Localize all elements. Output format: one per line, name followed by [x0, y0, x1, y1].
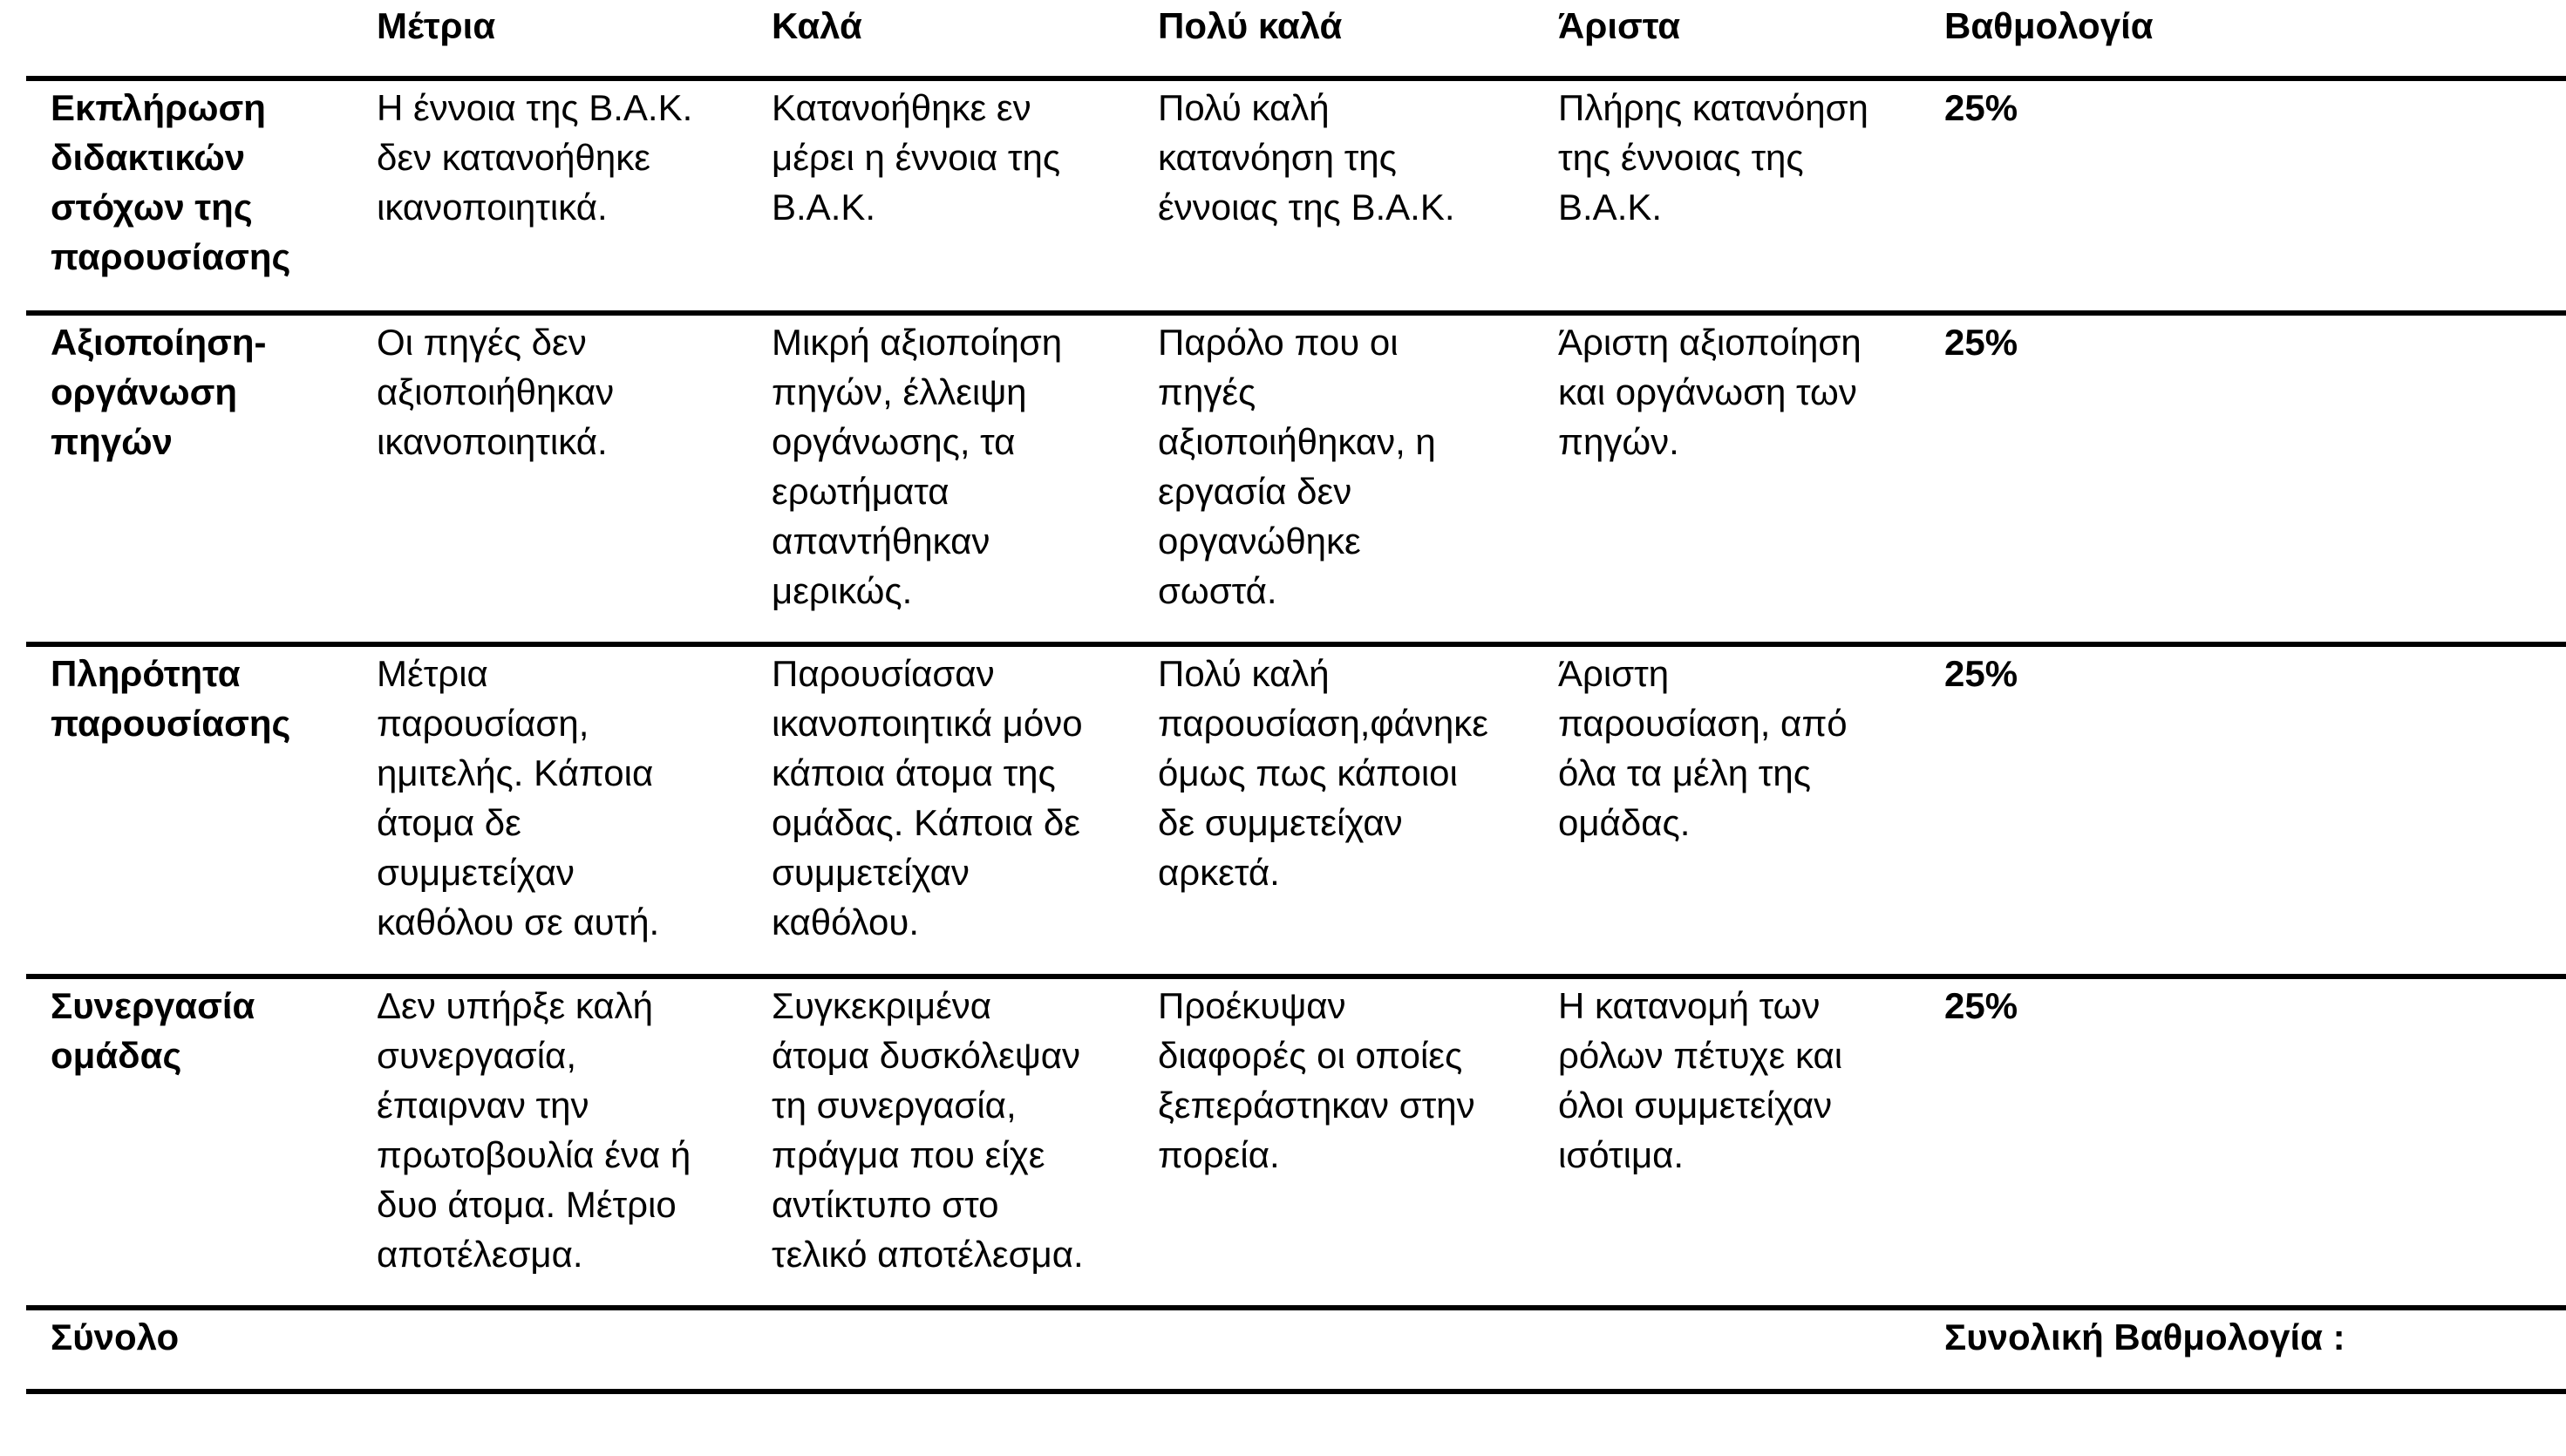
table-bottom-border: [26, 1389, 2566, 1394]
total-score-label: Συνολική Βαθμολογία :: [1944, 1317, 2345, 1357]
header-level-excellent: Άριστα: [1558, 5, 1681, 46]
criterion-label: Πληρότητα παρουσίασης: [51, 653, 291, 744]
row-divider: [26, 974, 2566, 979]
row-divider: [26, 310, 2566, 316]
weight-value: 25%: [1944, 322, 2018, 363]
level-fair-text: Μέτρια παρουσίαση, ημιτελής. Κάποια άτομα δε συμμετείχαν καθόλου σε αυτή.: [377, 653, 660, 942]
criterion-label: Αξιοποίηση- οργάνωση πηγών: [51, 322, 267, 462]
header-level-fair: Μέτρια: [377, 5, 496, 46]
header-level-good: Καλά: [772, 5, 862, 46]
weight-value: 25%: [1944, 87, 2018, 128]
level-very-good-text: Παρόλο που οι πηγές αξιοποιήθηκαν, η εργασία δεν οργανώθηκε σωστά.: [1158, 322, 1436, 611]
level-good-text: Κατανοήθηκε εν μέρει η έννοια της Β.Α.Κ.: [772, 87, 1061, 228]
row-divider: [26, 642, 2566, 647]
level-fair-text: Η έννοια της Β.Α.Κ. δεν κατανοήθηκε ικανοποιητικά.: [377, 87, 693, 228]
level-very-good-text: Πολύ καλή κατανόηση της έννοιας της Β.Α.Κ.: [1158, 87, 1455, 228]
level-very-good-text: Προέκυψαν διαφορές οι οποίες ξεπεράστηκαν στην πορεία.: [1158, 985, 1475, 1175]
level-excellent-text: Άριστη αξιοποίηση και οργάνωση των πηγών.: [1558, 322, 1862, 462]
level-fair-text: Οι πηγές δεν αξιοποιήθηκαν ικανοποιητικά.: [377, 322, 615, 462]
header-score: Βαθμολογία: [1944, 5, 2154, 46]
level-excellent-text: Η κατανομή των ρόλων πέτυχε και όλοι συμμετείχαν ισότιμα.: [1558, 985, 1843, 1175]
criterion-label: Εκπλήρωση διδακτικών στόχων της παρουσίασης: [51, 87, 291, 277]
total-label: Σύνολο: [51, 1317, 180, 1357]
level-good-text: Συγκεκριμένα άτομα δυσκόλεψαν τη συνεργασία, πράγμα που είχε αντίκτυπο στο τελικό αποτέλεσμα.: [772, 985, 1084, 1275]
weight-value: 25%: [1944, 985, 2018, 1026]
level-fair-text: Δεν υπήρξε καλή συνεργασία, έπαιρναν την πρωτοβουλία ένα ή δυο άτομα. Μέτριο αποτέλεσμα.: [377, 985, 691, 1275]
level-good-text: Παρουσίασαν ικανοποιητικά μόνο κάποια άτομα της ομάδας. Κάποια δε συμμετείχαν καθόλου.: [772, 653, 1083, 942]
rubric-table: [26, 0, 2566, 1456]
level-good-text: Μικρή αξιοποίηση πηγών, έλλειψη οργάνωσης, τα ερωτήματα απαντήθηκαν μερικώς.: [772, 322, 1063, 611]
criterion-label: Συνεργασία ομάδας: [51, 985, 255, 1076]
row-divider: [26, 1305, 2566, 1310]
level-excellent-text: Άριστη παρουσίαση, από όλα τα μέλη της ομάδας.: [1558, 653, 1848, 843]
row-divider: [26, 76, 2566, 81]
header-level-very-good: Πολύ καλά: [1158, 5, 1343, 46]
level-excellent-text: Πλήρης κατανόηση της έννοιας της Β.Α.Κ.: [1558, 87, 1868, 228]
level-very-good-text: Πολύ καλή παρουσίαση,φάνηκε όμως πως κάποιοι δε συμμετείχαν αρκετά.: [1158, 653, 1488, 893]
weight-value: 25%: [1944, 653, 2018, 694]
